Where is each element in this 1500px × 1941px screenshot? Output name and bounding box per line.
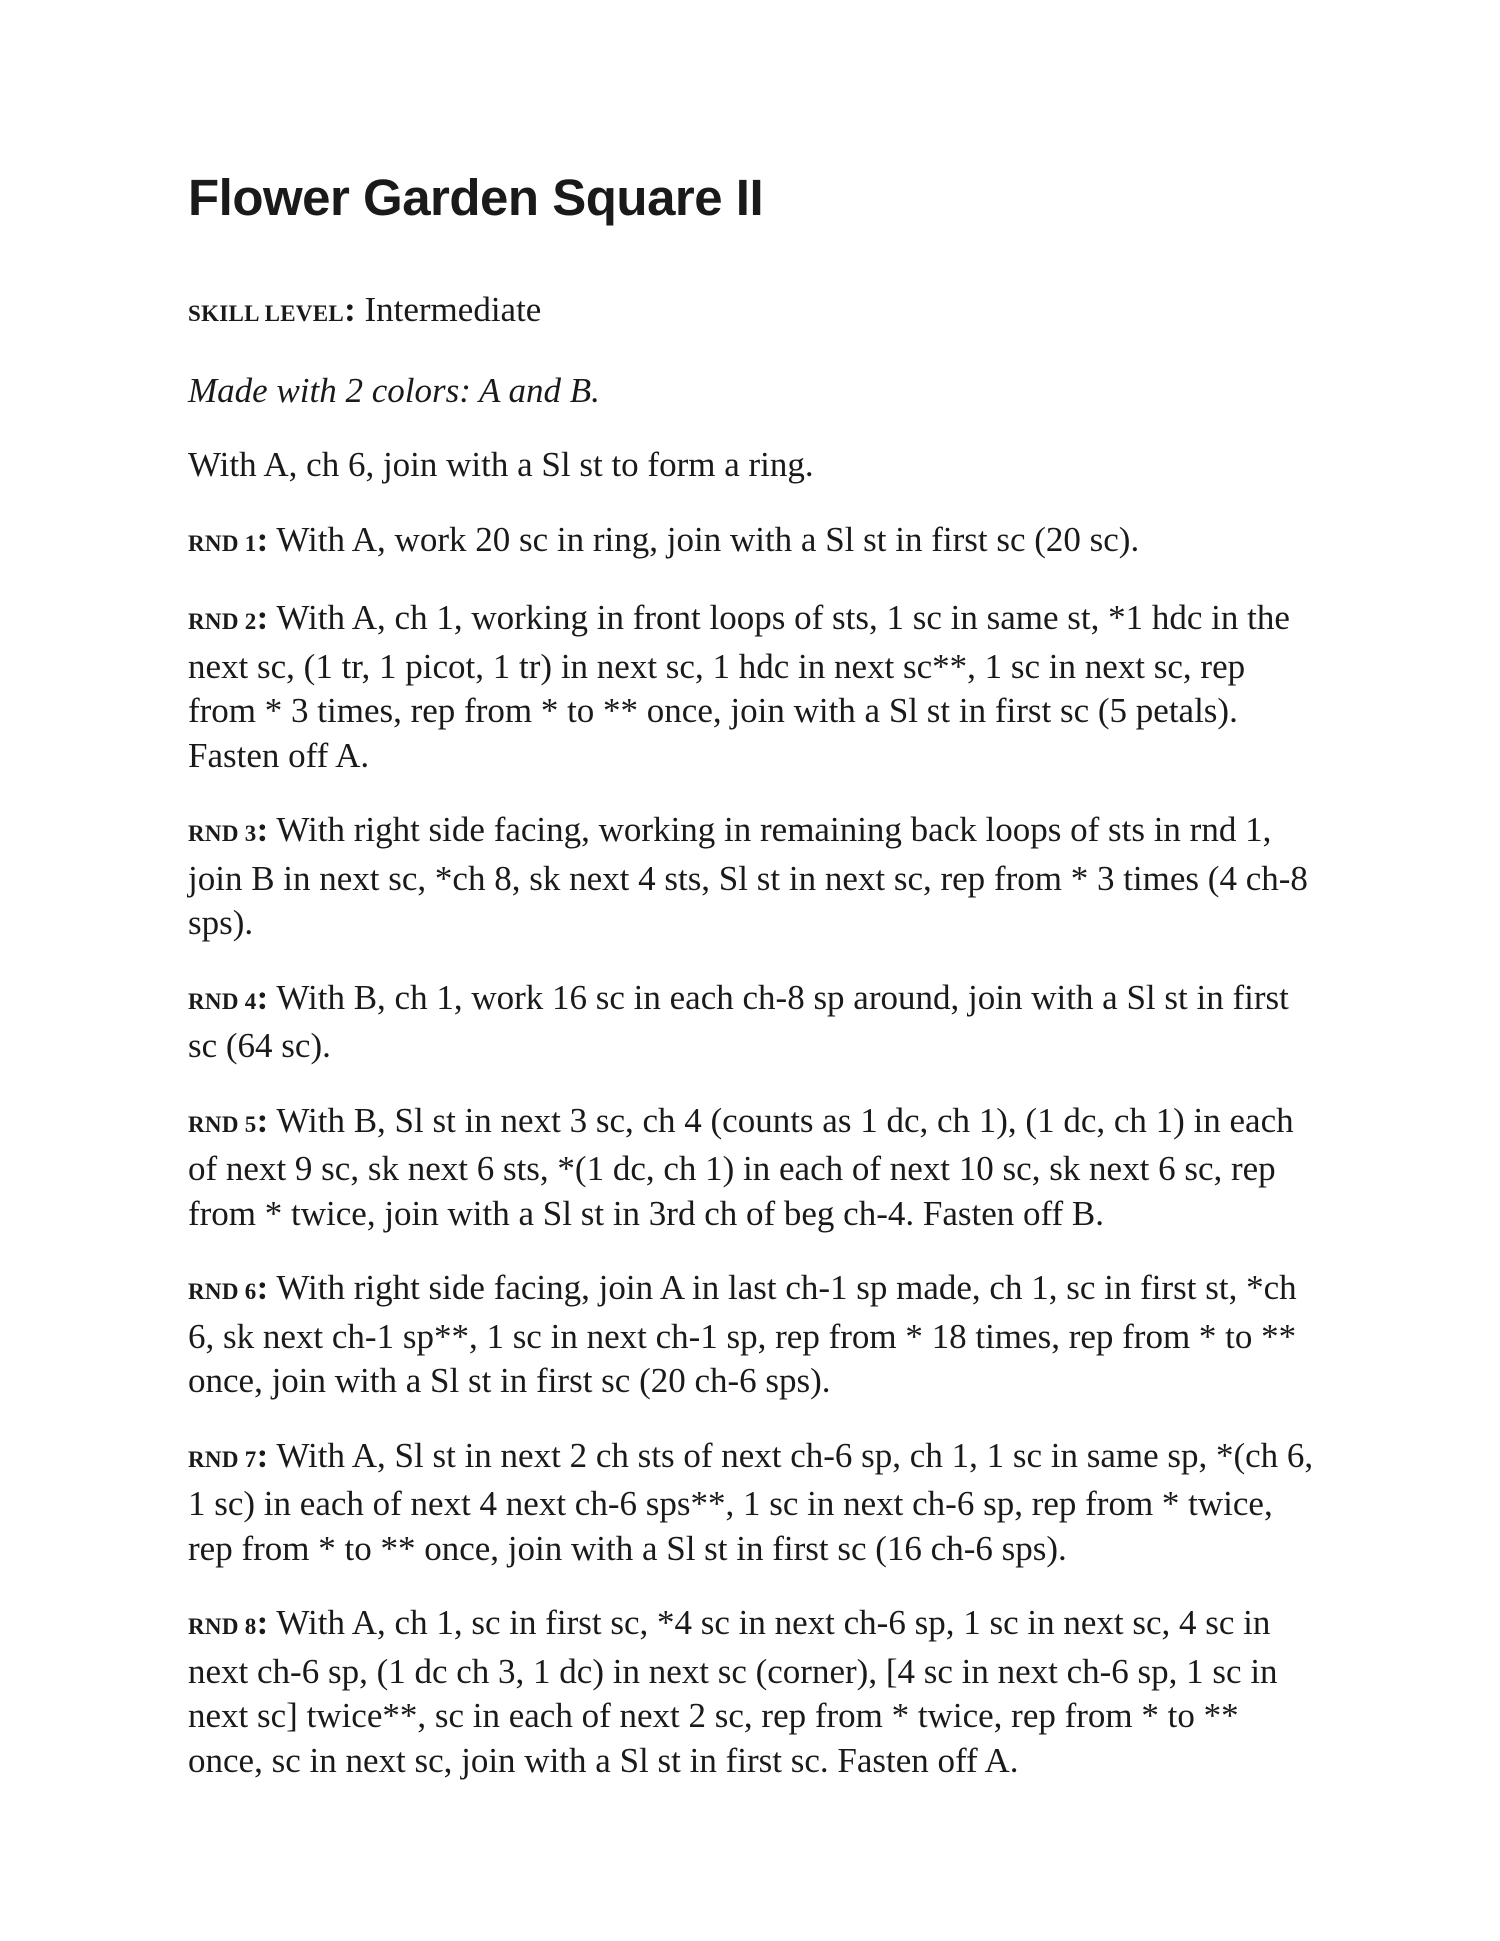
round-label: RND 1 bbox=[188, 530, 257, 556]
round-colon: : bbox=[256, 1268, 269, 1308]
round-8 bbox=[188, 1601, 1318, 1783]
round-colon: : bbox=[256, 598, 269, 638]
round-1 bbox=[188, 518, 1318, 567]
page-title: Flower Garden Square II bbox=[188, 169, 764, 226]
round-text: With A, ch 1, sc in first sc, *4 sc in next ch-6 sp, 1 sc in next sc, 4 sc in next ch-6 sp, (1 dc ch 3, 1 dc) in next sc (corner), [4 sc in next ch-6 sp, 1 sc in next sc] twice**, sc in each of next 2 sc, rep from * twice, rep from * to ** once, sc in next sc, join with a Sl st in first sc. Fasten off A. bbox=[188, 1603, 1278, 1780]
round-6 bbox=[188, 1266, 1318, 1404]
colors-note: Made with 2 colors: A and B. bbox=[188, 370, 600, 410]
round-label: RND 3 bbox=[188, 821, 257, 847]
round-colon: : bbox=[256, 1100, 269, 1140]
round-2 bbox=[188, 596, 1318, 778]
skill-level-value: Intermediate bbox=[364, 290, 542, 330]
round-label: RND 2 bbox=[188, 609, 257, 635]
round-text: With A, work 20 sc in ring, join with a Sl st in first sc (20 sc). bbox=[276, 519, 1140, 559]
round-text: With A, Sl st in next 2 ch sts of next ch-6 sp, ch 1, 1 sc in same sp, *(ch 6, 1 sc) in each of next 4 next ch-6 sps**, 1 sc in next ch-6 sp, rep from * twice, rep from * to ** once, join with a Sl st in first sc (16 ch-6 sps). bbox=[188, 1435, 1314, 1568]
round-label: RND 4 bbox=[188, 988, 257, 1014]
round-label: RND 8 bbox=[188, 1614, 257, 1640]
round-colon: : bbox=[256, 1603, 269, 1643]
round-text: With B, ch 1, work 16 sc in each ch-8 sp around, join with a Sl st in first sc (64 sc). bbox=[188, 977, 1289, 1066]
round-text: With B, Sl st in next 3 sc, ch 4 (counts as 1 dc, ch 1), (1 dc, ch 1) in each of next 9 sc, sk next 6 sts, *(1 dc, ch 1) in each of next 10 sc, sk next 6 sc, rep from * twice, join with a Sl st in 3rd ch of beg ch-4. Fasten off B. bbox=[188, 1100, 1294, 1233]
round-3 bbox=[188, 808, 1318, 946]
round-colon: : bbox=[256, 519, 269, 559]
start-instruction: With A, ch 6, join with a Sl st to form a ring. bbox=[188, 445, 814, 485]
round-4 bbox=[188, 976, 1318, 1069]
round-colon: : bbox=[256, 1435, 269, 1475]
round-text: With right side facing, working in remaining back loops of sts in rnd 1, join B in next sc, *ch 8, sk next 4 sts, Sl st in next sc, rep from * 3 times (4 ch-8 sps). bbox=[188, 810, 1308, 943]
round-colon: : bbox=[256, 810, 269, 850]
skill-level-line bbox=[188, 288, 1318, 337]
round-text: With right side facing, join A in last ch-1 sp made, ch 1, sc in first st, *ch 6, sk next ch-1 sp**, 1 sc in next ch-1 sp, rep from * 18 times, rep from * to ** once, join with a Sl st in first sc (20 ch-6 sps). bbox=[188, 1268, 1297, 1401]
skill-level-colon: : bbox=[344, 290, 356, 330]
round-colon: : bbox=[256, 977, 269, 1017]
round-5 bbox=[188, 1099, 1318, 1237]
round-label: RND 5 bbox=[188, 1111, 257, 1137]
round-text: With A, ch 1, working in front loops of sts, 1 sc in same st, *1 hdc in the next sc, (1 tr, 1 picot, 1 tr) in next sc, 1 hdc in next sc**, 1 sc in next sc, rep from * 3 times, rep from * to ** once, join with a Sl st in first sc (5 petals). Fasten off A. bbox=[188, 598, 1290, 775]
round-label: RND 6 bbox=[188, 1279, 257, 1305]
round-7 bbox=[188, 1434, 1318, 1572]
pattern-content bbox=[188, 170, 1318, 1813]
round-label: RND 7 bbox=[188, 1446, 257, 1472]
skill-level-label: SKILL LEVEL bbox=[188, 301, 345, 327]
